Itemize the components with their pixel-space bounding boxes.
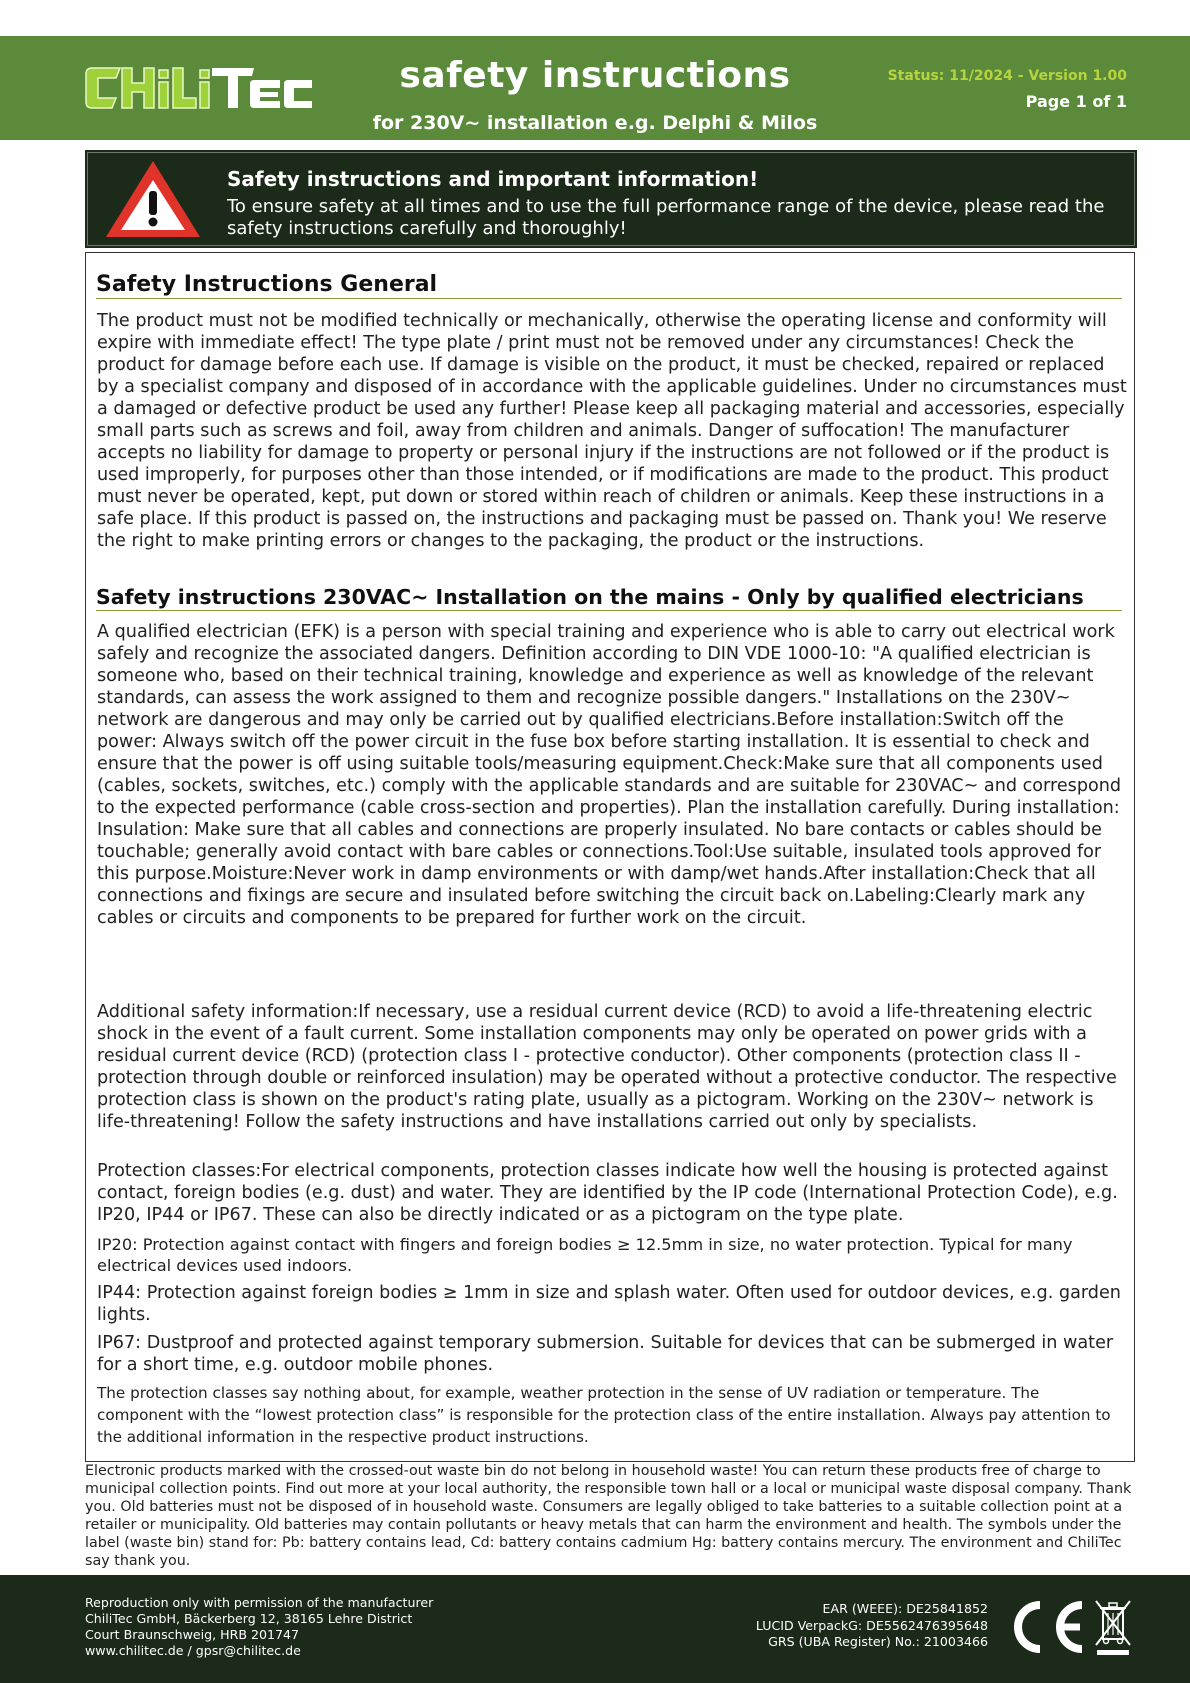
manufacturer-info [85,1595,433,1659]
warning-text: To ensure safety at all times and to use the full performance range of the device, please read the safety instructions carefully and thoroughly! [227,196,1105,239]
footer-left-line: Reproduction only with permission of the manufacturer [85,1595,434,1610]
warning-title: Safety instructions and important information! [227,167,759,191]
ip67-text: IP67: Dustproof and protected against temporary submersion. Suitable for devices that can be submerged in water for a short time, e.g. outdoor mobile phones. [97,1333,1114,1375]
crossed-bin-icon [1093,1597,1133,1661]
ce-mark-icon [1008,1599,1088,1659]
protection-note-text: The protection classes say nothing about, for example, weather protection in the sense of UV radiation or temperature. The component with the “lowest protection class” is responsible for the protection class of the entire installation. Always pay attention to the additional information in the respective product instructions. [97,1384,1111,1446]
mains-heading: Safety instructions 230VAC~ Installation on the mains - Only by qualified electricians [96,585,1122,611]
ip44-text: IP44: Protection against foreign bodies ≥ 1mm in size and splash water. Often used for outdoor devices, e.g. garden lights. [97,1283,1121,1325]
general-text: The product must not be modified technically or mechanically, otherwise the operating license and conformity will expire with immediate effect! The type plate / print must not be removed under any circumstances! Check the product for damage before each use. If damage is visible on the product, it must be checked, repaired or replaced by a specialist company and disposed of in accordance with the applicable guidelines. Under no circumstances must a damaged or defective product be used any further! Please keep all packaging material and accessories, especially small parts such as screws and foil, away from children and animals. Danger of suffocation! The manufacturer accepts no liability for damage to property or personal injury if the instructions are not followed or if the product is used improperly, for purposes other than those intended, or if modifications are made to the product. This product must never be operated, kept, put down or stored within reach of children or animals. Keep these instructions in a safe place. If this product is passed on, the instructions and packaging must be passed on. Thank you! We reserve the right to make printing errors or changes to the packaging, the product or the instructions. [97,311,1127,551]
footer-left-line: www.chilitec.de / gpsr@chilitec.de [85,1643,301,1658]
footer-right-line: GRS (UBA Register) No.: 21003466 [768,1634,988,1649]
waste-disposal-notice: Electronic products marked with the crossed-out waste bin do not belong in household waste! You can return these products free of charge to municipal collection points. Find out more at your local authority, the responsible town hall or a local or municipal waste disposal company. Thank you. Old batteries must not be disposed of in household waste. Consumers are legally obliged to take batteries to a suitable collection point at a retailer or municipality. Old batteries may contain pollutants or heavy metals that can harm the environment and health. The symbols under the label (waste bin) stand for: Pb: battery contains lead, Cd: battery contains cadmium Hg: battery contains mercury. The environment and ChiliTec say thank you. [85,1463,1132,1569]
warning-triangle-icon [103,158,203,244]
mains-text: A qualified electrician (EFK) is a person with special training and experience who is able to carry out electrical work safely and recognize the associated dangers. Definition according to DIN VDE 1000-10: "A qualified electrician is someone who, based on their technical training, knowledge and experience as well as knowledge of the relevant standards, can assess the work assigned to them and recognize possible dangers." Installations on the 230V~ network are dangerous and may only be carried out by qualified electricians.Before installation:Switch off the power: Always switch off the power circuit in the fuse box before starting installation. It is essential to check and ensure that the power is off using suitable tools/measuring equipment.Check:Make sure that all components used (cables, sockets, switches, etc.) comply with the applicable standards and are suitable for 230VAC~ and correspond to the expected performance (cable cross-section and properties). Plan the installation carefully. During installation: Insulation: Make sure that all cables and connections are properly insulated. No bare contacts or cables should be touchable; generally avoid contact with bare cables or connections.Tool:Use suitable, insulated tools approved for this purpose.Moisture:Never work in damp environments or with damp/wet hands.After installation:Check that all connections and fixings are secure and insulated before switching the circuit back on.Labeling:Clearly mark any cables or circuits and components to be prepared for further work on the circuit. [97,622,1122,928]
footer-left-line: Court Braunschweig, HRB 201747 [85,1627,300,1642]
document-title: safety instructions [399,55,791,96]
header-bar [0,36,1190,140]
warning-banner [85,150,1137,248]
version-status: Status: 11/2024 - Version 1.00 [887,68,1127,84]
document-subtitle: for 230V~ installation e.g. Delphi & Milos [372,112,818,134]
general-heading: Safety Instructions General [96,272,1122,299]
registration-info [756,1601,988,1651]
ip20-text: IP20: Protection against contact with fingers and foreign bodies ≥ 12.5mm in size, no water protection. Typical for many electrical devices used indoors. [97,1235,1073,1275]
additional-safety-text: Additional safety information:If necessary, use a residual current device (RCD) to avoid a life-threatening electric shock in the event of a fault current. Some installation components may only be operated on power grids with a residual current device (RCD) (protection class I - protective conductor). Other components (protection class II - protection through double or reinforced insulation) may be operated without a protective conductor. The respective protection class is shown on the product's rating plate, usually as a pictogram. Working on the 230V~ network is life-threatening! Follow the safety instructions and have installations carried out only by specialists. [97,1002,1117,1132]
page-number: Page 1 of 1 [1025,92,1127,111]
protection-classes-text: Protection classes:For electrical components, protection classes indicate how well the housing is protected against contact, foreign bodies (e.g. dust) and water. They are identified by the IP code (International Protection Code), e.g. IP20, IP44 or IP67. These can also be directly indicated or as a pictogram on the type plate. [97,1161,1118,1225]
safety-content-box [85,252,1135,1462]
footer-right-line: EAR (WEEE): DE25841852 [822,1601,988,1616]
footer-left-line: ChiliTec GmbH, Bäckerberg 12, 38165 Lehre District [85,1611,413,1626]
footer-right-line: LUCID VerpackG: DE5562476395648 [755,1617,988,1633]
footer [0,1575,1190,1683]
